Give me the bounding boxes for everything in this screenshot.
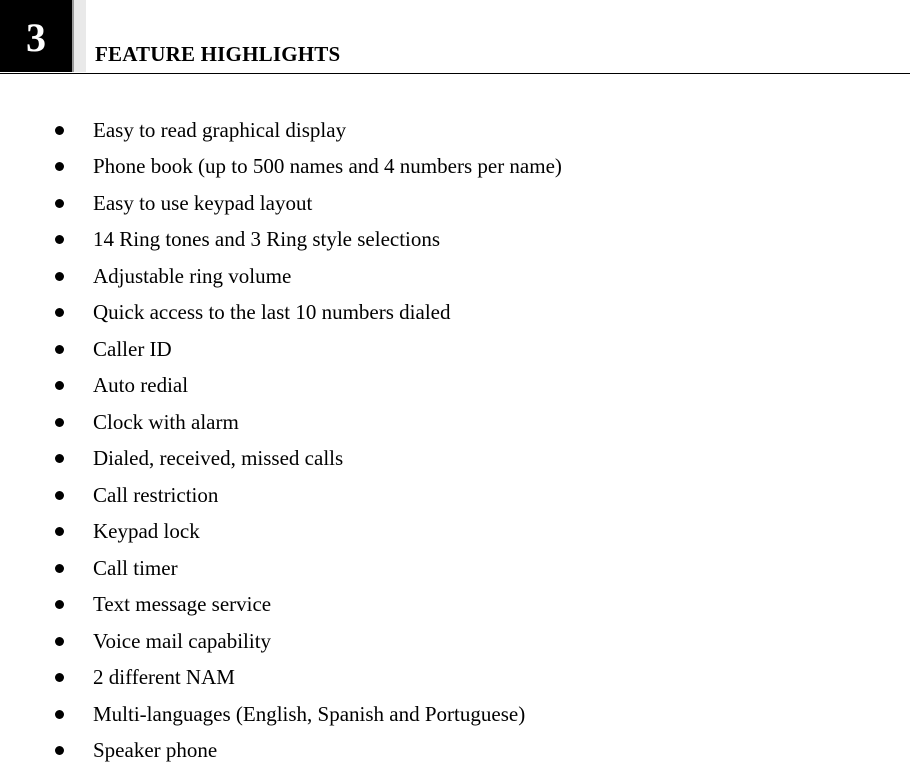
bullet-icon bbox=[55, 454, 64, 463]
feature-text: Quick access to the last 10 numbers dialed bbox=[93, 300, 451, 325]
feature-text: Easy to use keypad layout bbox=[93, 190, 313, 215]
chapter-number-badge bbox=[0, 0, 72, 72]
feature-text: Caller ID bbox=[93, 336, 172, 361]
bullet-icon bbox=[55, 272, 64, 281]
feature-text: Adjustable ring volume bbox=[93, 263, 292, 288]
bullet-icon bbox=[55, 637, 64, 646]
feature-text: Auto redial bbox=[93, 373, 189, 398]
feature-text: 14 Ring tones and 3 Ring style selections bbox=[93, 227, 441, 252]
chapter-number: 3 bbox=[26, 15, 46, 60]
bullet-icon bbox=[55, 126, 64, 135]
feature-text: Multi-languages (English, Spanish and Portuguese) bbox=[93, 701, 526, 726]
feature-text: Call timer bbox=[93, 555, 178, 580]
bullet-icon bbox=[55, 710, 64, 719]
bullet-icon bbox=[55, 162, 64, 171]
bullet-icon bbox=[55, 381, 64, 390]
bullet-icon bbox=[55, 527, 64, 536]
bullet-icon bbox=[55, 235, 64, 244]
feature-text: Easy to read graphical display bbox=[93, 117, 347, 142]
bullet-icon bbox=[55, 199, 64, 208]
section-title: FEATURE HIGHLIGHTS bbox=[95, 42, 341, 66]
header-divider bbox=[0, 73, 910, 74]
feature-text: Call restriction bbox=[93, 482, 219, 507]
feature-text: Phone book (up to 500 names and 4 numbers per name) bbox=[93, 154, 562, 179]
feature-text: Keypad lock bbox=[93, 519, 200, 544]
feature-text: Text message service bbox=[93, 592, 272, 617]
bullet-icon bbox=[55, 345, 64, 354]
feature-text: 2 different NAM bbox=[93, 665, 235, 690]
feature-text: Speaker phone bbox=[93, 738, 218, 763]
bullet-icon bbox=[55, 308, 64, 317]
bullet-icon bbox=[55, 600, 64, 609]
bullet-icon bbox=[55, 673, 64, 682]
bullet-icon bbox=[55, 418, 64, 427]
feature-text: Clock with alarm bbox=[93, 409, 239, 434]
chapter-badge-edge bbox=[72, 0, 86, 72]
feature-text: Dialed, received, missed calls bbox=[93, 446, 344, 471]
bullet-icon bbox=[55, 491, 64, 500]
bullet-icon bbox=[55, 746, 64, 755]
feature-text: Voice mail capability bbox=[93, 628, 272, 653]
bullet-icon bbox=[55, 564, 64, 573]
